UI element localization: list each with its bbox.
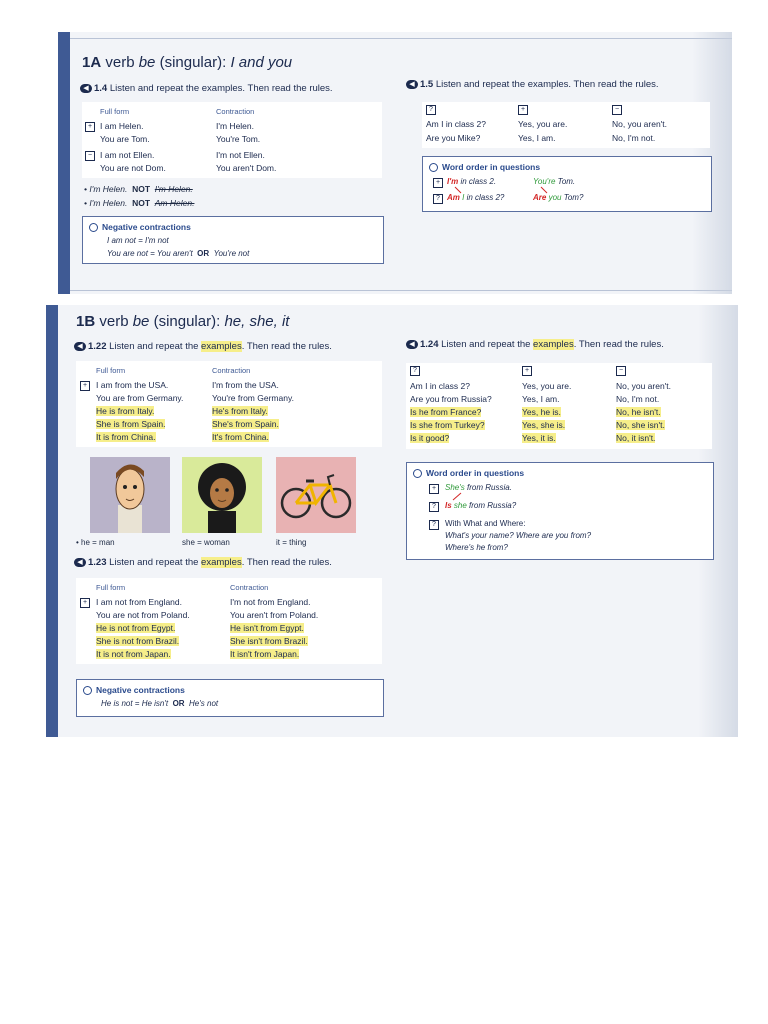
table-1-22: Full form Contraction + I am from the USA. I'm from the USA. You are from Germany. You're from Germany. He is from Italy. He's from Italy. She is from Spain. She's from Spain. It is from China. It's from China. (76, 361, 382, 447)
audio-icon[interactable]: ◀ (74, 558, 86, 567)
table-1-5: ? + − Am I in class 2? Yes, you are. No, you aren't. Are you Mike? Yes, I am. No, I'm not. (422, 102, 710, 148)
exercise-1-23-instruction: ◀ 1.23 Listen and repeat the examples. Then read the rules. (74, 557, 332, 568)
bicycle-picture (276, 457, 356, 533)
exercise-1-4-instruction: ◀ 1.4 Listen and repeat the examples. Then read the rules. (80, 83, 333, 94)
table-1-4: Full form Contraction + I am Helen. I'm Helen. You are Tom. You're Tom. − I am not Ellen. I'm not Ellen. You are not Dom. You aren't Dom. (82, 102, 382, 178)
page-spine (58, 32, 70, 294)
unit-title-1b: 1B verb be (singular): he, she, it (76, 313, 290, 330)
word-order-box-1b: Word order in questions + She's from Russia. ? Is she from Russia? ? With What and Where: What's your name? Where are you from? Where's he from? (406, 462, 714, 560)
woman-picture (182, 457, 262, 533)
word-order-box-1a: Word order in questions + I'm in class 2. You're Tom. ? Am I in class 2? Are you Tom? (422, 156, 712, 212)
negative-contractions-box-1b: Negative contractions He is not = He isn't OR He's not (76, 679, 384, 717)
top-rule (70, 38, 732, 39)
swap-arrows-icon (451, 185, 551, 195)
audio-icon[interactable]: ◀ (406, 80, 418, 89)
plus-icon: + (80, 598, 90, 608)
page-1a (58, 32, 732, 294)
plus-icon: + (80, 381, 90, 391)
negative-contractions-box: Negative contractions I am not = I'm not You are not = You aren't OR You're not (82, 216, 384, 264)
plus-icon: + (85, 122, 95, 132)
table-1-23: Full form Contraction + I am not from England. I'm not from England. You are not from Poland. You aren't from Poland. He is not from Egypt. He isn't from Egypt. She is not from Brazil. She isn't from Brazil. It is not from Japan. It isn't from Japan. (76, 578, 382, 664)
exercise-1-24-instruction: ◀ 1.24 Listen and repeat the examples. Then read the rules. (406, 339, 664, 350)
plus-icon: + (429, 484, 439, 494)
page-spine (46, 305, 58, 737)
man-picture (90, 457, 170, 533)
magnifier-icon (413, 469, 422, 478)
audio-icon[interactable]: ◀ (80, 84, 92, 93)
magnifier-icon (89, 223, 98, 232)
caption-he: • he = man (76, 538, 115, 547)
bullet-2: • I'm Helen. NOT Am Helen. (84, 198, 195, 208)
question-icon: ? (429, 520, 439, 530)
audio-icon[interactable]: ◀ (406, 340, 418, 349)
caption-she: she = woman (182, 538, 230, 547)
exercise-1-5-instruction: ◀ 1.5 Listen and repeat the examples. Then read the rules. (406, 79, 659, 90)
table-1-24: ? + − Am I in class 2? Yes, you are. No, you aren't. Are you from Russia? Yes, I am. No, I'm not. Is he from France? Yes, he is. No, he isn't. Is she from Turkey? Yes, she is. No, she isn't. Is it good? Yes, it is. No, it isn't. (406, 363, 712, 449)
unit-title-1a: 1A verb be (singular): I and you (82, 54, 293, 71)
plus-icon: + (433, 178, 443, 188)
page-1b (46, 305, 738, 737)
question-icon: ? (433, 194, 443, 204)
caption-it: it = thing (276, 538, 307, 547)
bottom-rule (70, 290, 732, 291)
audio-icon[interactable]: ◀ (74, 342, 86, 351)
magnifier-icon (83, 686, 92, 695)
question-icon: ? (429, 502, 439, 512)
bullet-1: • I'm Helen. NOT I'm Helen. (84, 184, 193, 194)
minus-icon: − (85, 151, 95, 161)
magnifier-icon (429, 163, 438, 172)
exercise-1-22-instruction: ◀ 1.22 Listen and repeat the examples. Then read the rules. (74, 341, 332, 352)
